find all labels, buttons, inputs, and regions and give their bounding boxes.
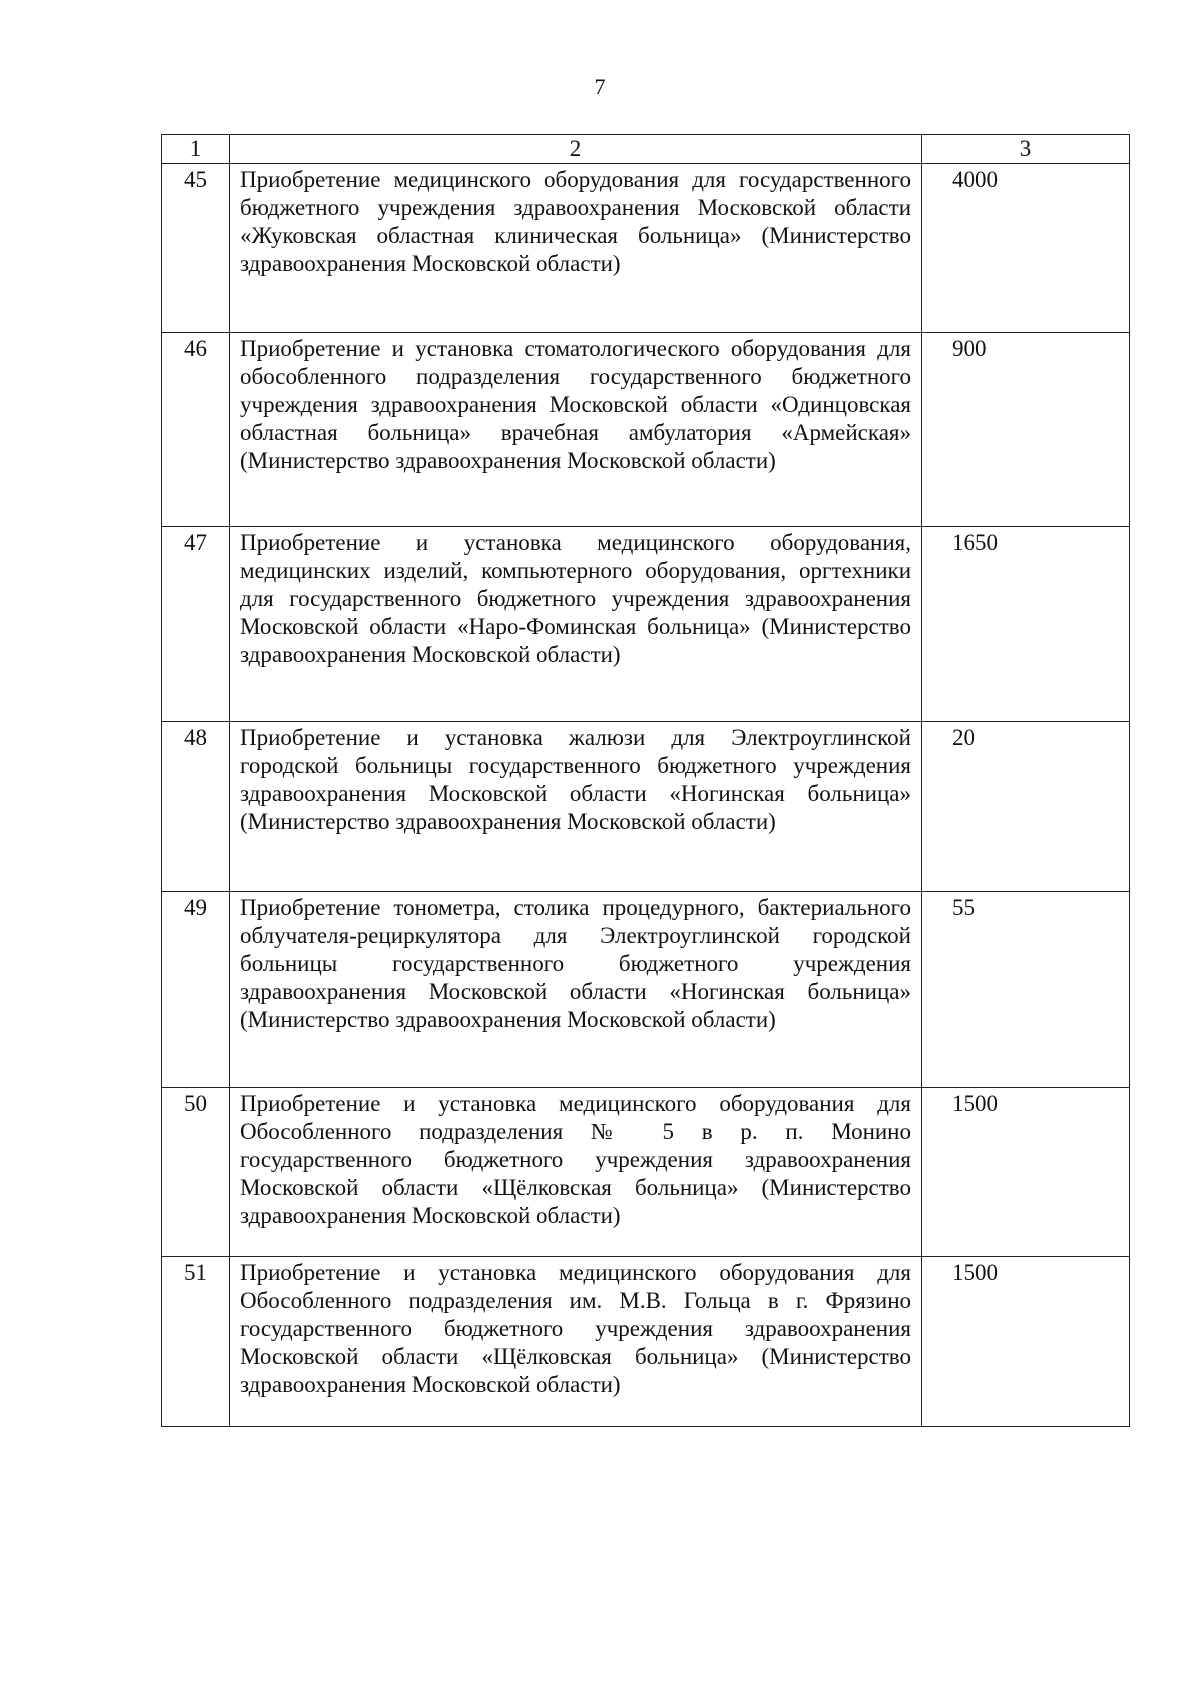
row-number: 45	[162, 164, 230, 333]
row-amount: 900	[922, 333, 1130, 527]
table-row	[162, 892, 1130, 1088]
header-col-2: 2	[230, 135, 922, 164]
row-number: 48	[162, 722, 230, 892]
row-number: 46	[162, 333, 230, 527]
row-description: Приобретение тонометра, столика процедурного, бактериального облучателя-рециркулятора для Электроуглинской городской больницы государственного бюджетного учреждения здравоохранения Московской области «Ногинская больница» (Министерство здравоохранения Московской области)	[230, 892, 922, 1088]
row-amount: 1500	[922, 1257, 1130, 1427]
table-row	[162, 164, 1130, 333]
row-description: Приобретение и установка жалюзи для Электроуглинской городской больницы государственного бюджетного учреждения здравоохранения Московской области «Ногинская больница» (Министерство здравоохранения Московской области)	[230, 722, 922, 892]
data-table	[161, 134, 1130, 1427]
table-row	[162, 722, 1130, 892]
table-row	[162, 1257, 1130, 1427]
table-row	[162, 1088, 1130, 1257]
table-header-row	[162, 135, 1130, 164]
row-number: 47	[162, 527, 230, 722]
row-amount: 20	[922, 722, 1130, 892]
row-amount: 55	[922, 892, 1130, 1088]
row-number: 49	[162, 892, 230, 1088]
row-amount: 1650	[922, 527, 1130, 722]
header-col-1: 1	[162, 135, 230, 164]
row-number: 50	[162, 1088, 230, 1257]
header-col-3: 3	[922, 135, 1130, 164]
table-row	[162, 527, 1130, 722]
row-description: Приобретение медицинского оборудования для государственного бюджетного учреждения здравоохранения Московской области «Жуковская областная клиническая больница» (Министерство здравоохранения Московской области)	[230, 164, 922, 333]
row-amount: 4000	[922, 164, 1130, 333]
table-row	[162, 333, 1130, 527]
row-number: 51	[162, 1257, 230, 1427]
row-description: Приобретение и установка медицинского оборудования для Обособленного подразделения им. М.В. Гольца в г. Фрязино государственного бюджетного учреждения здравоохранения Московской области «Щёлковская больница» (Министерство здравоохранения Московской области)	[230, 1257, 922, 1427]
row-amount: 1500	[922, 1088, 1130, 1257]
row-description: Приобретение и установка медицинского оборудования для Обособленного подразделения № 5 в р. п. Монино государственного бюджетного учреждения здравоохранения Московской области «Щёлковская больница» (Министерство здравоохранения Московской области)	[230, 1088, 922, 1257]
page-number: 7	[594, 74, 606, 99]
row-description: Приобретение и установка стоматологического оборудования для обособленного подразделения государственного бюджетного учреждения здравоохранения Московской области «Одинцовская областная больница» врачебная амбулатория «Армейская» (Министерство здравоохранения Московской области)	[230, 333, 922, 527]
row-description: Приобретение и установка медицинского оборудования, медицинских изделий, компьютерного оборудования, оргтехники для государственного бюджетного учреждения здравоохранения Московской области «Наро-Фоминская больница» (Министерство здравоохранения Московской области)	[230, 527, 922, 722]
